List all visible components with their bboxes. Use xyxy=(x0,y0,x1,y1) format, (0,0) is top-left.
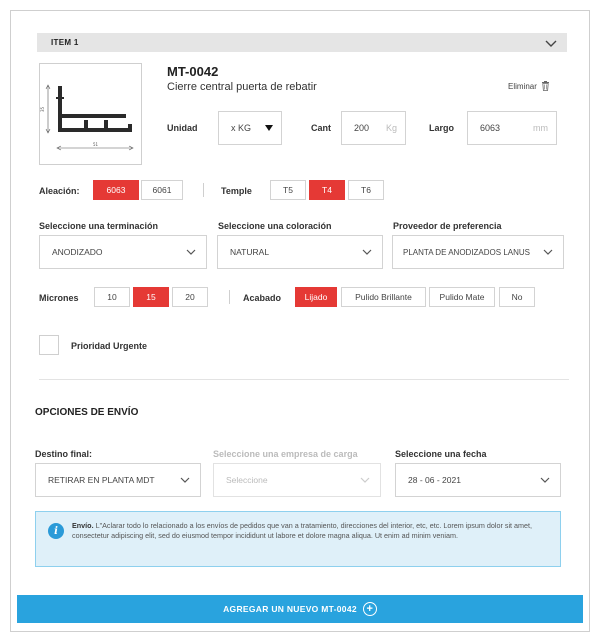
empresa-value: Seleccione xyxy=(226,475,268,485)
delete-button[interactable] xyxy=(508,81,550,91)
fecha-value: 28 - 06 - 2021 xyxy=(408,475,461,485)
item-header-label: ITEM 1 xyxy=(51,38,79,47)
item-header[interactable] xyxy=(37,33,567,52)
destino-label: Destino final: xyxy=(35,449,93,459)
urgent-label: Prioridad Urgente xyxy=(71,341,148,351)
micrones-option-15[interactable]: 15 xyxy=(133,287,169,307)
cant-label: Cant xyxy=(311,123,331,133)
micrones-option-10[interactable]: 10 xyxy=(94,287,130,307)
dim-width-text: 51 xyxy=(93,142,99,147)
shipping-info-alert xyxy=(35,511,561,567)
acabado-option-pulido-mate[interactable]: Pulido Mate xyxy=(429,287,495,307)
fecha-label: Seleccione una fecha xyxy=(395,449,487,459)
acabado-option-no[interactable]: No xyxy=(499,287,535,307)
temple-option-t6[interactable]: T6 xyxy=(348,180,384,200)
acabado-option-lijado[interactable]: Lijado xyxy=(295,287,337,307)
destino-value: RETIRAR EN PLANTA MDT xyxy=(48,475,155,485)
acabado-option-pulido-brillante[interactable]: Pulido Brillante xyxy=(341,287,426,307)
largo-label: Largo xyxy=(429,123,455,133)
proveedor-value: PLANTA DE ANODIZADOS LANUS xyxy=(403,247,530,257)
chevron-down-icon xyxy=(180,477,190,483)
aleacion-label: Aleación: xyxy=(39,186,80,196)
unidad-label: Unidad xyxy=(167,123,198,133)
unidad-value: x KG xyxy=(231,123,252,133)
item-card xyxy=(10,10,590,632)
add-button-label: AGREGAR UN NUEVO MT-0042 xyxy=(223,604,357,614)
empresa-label: Seleccione una empresa de carga xyxy=(213,449,358,459)
destino-select[interactable] xyxy=(35,463,201,497)
cant-unit: Kg xyxy=(385,123,397,133)
info-text xyxy=(72,521,550,541)
largo-value: 6063 xyxy=(480,123,501,133)
proveedor-select[interactable] xyxy=(392,235,564,269)
delete-label: Eliminar xyxy=(508,81,537,91)
chevron-down-icon xyxy=(540,477,550,483)
shipping-title: OPCIONES DE ENVÍO xyxy=(35,407,139,418)
item-description: Cierre central puerta de rebatir xyxy=(167,81,317,93)
urgent-checkbox[interactable] xyxy=(39,335,59,355)
dim-height-text: 35 xyxy=(40,106,45,112)
chevron-down-icon xyxy=(360,477,370,483)
info-body: L"Aclarar todo lo relacionado a los envíos de pedidos que van a tratamiento, direcciones del interior, etc, etc. Lorem ipsum dolor sit amet, consectetur adipiscing elit, sed do eiusmod tempor incididunt ut labore et dolore magna aliqua. Ut enim ad minim veniam. xyxy=(72,521,533,540)
aleacion-option-6063[interactable]: 6063 xyxy=(93,180,139,200)
info-title: Envío. xyxy=(72,521,94,530)
micrones-label: Micrones xyxy=(39,293,79,303)
profile-drawing xyxy=(39,63,142,165)
add-new-item-button[interactable] xyxy=(17,595,583,623)
section-divider xyxy=(39,379,569,380)
coloracion-value: NATURAL xyxy=(230,247,270,257)
trash-icon xyxy=(541,81,550,91)
caret-down-icon xyxy=(265,125,273,131)
info-icon: i xyxy=(48,523,64,539)
coloracion-label: Seleccione una coloración xyxy=(218,221,332,231)
proveedor-label: Proveedor de preferencia xyxy=(393,221,502,231)
cant-input[interactable] xyxy=(341,111,406,145)
plus-circle-icon: + xyxy=(363,602,377,616)
profile-sketch xyxy=(40,64,141,164)
fecha-select[interactable] xyxy=(395,463,561,497)
unidad-select[interactable] xyxy=(218,111,282,145)
temple-label: Temple xyxy=(221,186,252,196)
micrones-option-20[interactable]: 20 xyxy=(172,287,208,307)
chevron-down-icon xyxy=(362,249,372,255)
aleacion-option-6061[interactable]: 6061 xyxy=(141,180,183,200)
acabado-label: Acabado xyxy=(243,293,282,303)
cant-value: 200 xyxy=(354,123,370,133)
coloracion-select[interactable] xyxy=(217,235,383,269)
largo-input[interactable] xyxy=(467,111,557,145)
item-code: MT-0042 xyxy=(167,64,219,79)
terminacion-select[interactable] xyxy=(39,235,207,269)
divider xyxy=(203,183,204,197)
chevron-down-icon xyxy=(186,249,196,255)
terminacion-label: Seleccione una terminación xyxy=(39,221,159,231)
temple-option-t4[interactable]: T4 xyxy=(309,180,345,200)
terminacion-value: ANODIZADO xyxy=(52,247,103,257)
empresa-select[interactable] xyxy=(213,463,381,497)
divider xyxy=(229,290,230,304)
chevron-down-icon[interactable] xyxy=(545,38,557,48)
chevron-down-icon xyxy=(543,249,553,255)
largo-unit: mm xyxy=(533,123,548,133)
temple-option-t5[interactable]: T5 xyxy=(270,180,306,200)
